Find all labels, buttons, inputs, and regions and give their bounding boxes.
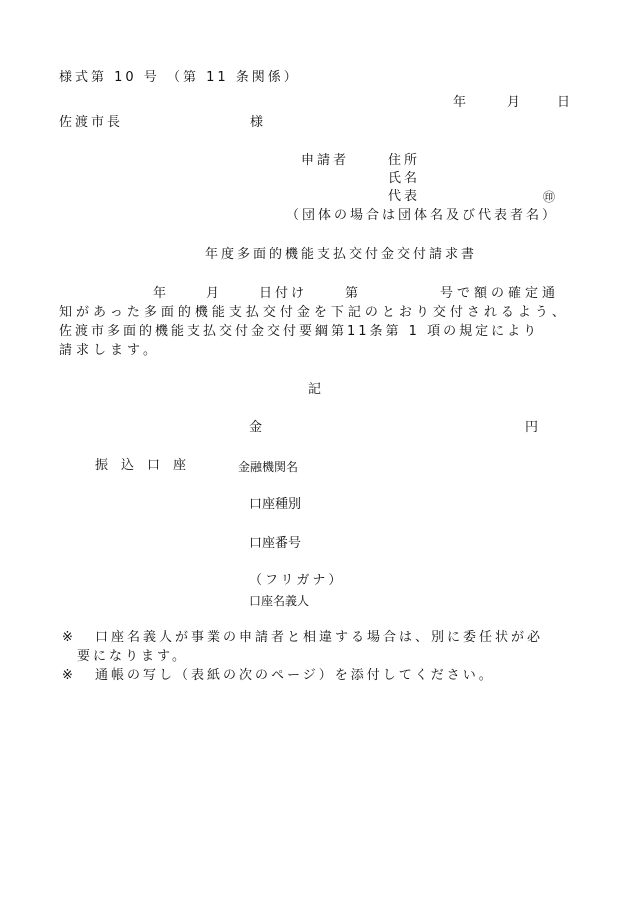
date-day-label: 日 — [557, 95, 571, 110]
document-title: 年度多面的機能支払交付金交付請求書 — [205, 247, 478, 262]
record-heading: 記 — [308, 382, 322, 397]
name-label: 氏名 — [388, 171, 421, 186]
addressee-name: 佐渡市長 — [59, 115, 124, 130]
representative-label: 代表 — [388, 189, 421, 204]
date-month-label: 月 — [507, 95, 521, 110]
account-type-label: 口座種別 — [249, 497, 302, 512]
amount-unit: 円 — [525, 420, 539, 435]
body-year-label: 年 — [153, 286, 167, 301]
date-year-label: 年 — [453, 95, 467, 110]
body-line2: 知があった多面的機能支払交付金を下記のとおり交付されるよう、 — [59, 305, 569, 320]
group-note: （団体の場合は団体名及び代表者名） — [286, 208, 559, 223]
body-number-prefix: 第 — [345, 286, 359, 301]
note2-text: 通帳の写し（表紙の次のページ）を添付してください。 — [95, 668, 495, 683]
seal-mark: ㊞ — [543, 190, 556, 204]
amount-label: 金 — [249, 420, 263, 435]
note1-line2: 要になります。 — [77, 649, 188, 664]
institution-label: 金融機関名 — [238, 460, 299, 474]
account-holder-label: 口座名義人 — [249, 594, 310, 608]
form-number: 様式第 10 号 （第 11 条関係） — [59, 70, 300, 85]
furigana-label: （フリガナ） — [249, 573, 345, 588]
body-line4: 請求します。 — [59, 343, 160, 358]
body-month-label: 月 — [206, 286, 220, 301]
body-line1-suffix: 号で額の確定通 — [440, 286, 560, 301]
account-number-label: 口座番号 — [249, 536, 302, 551]
note2-mark: ※ — [62, 668, 73, 683]
address-label: 住所 — [388, 153, 421, 168]
body-date-label: 日付け — [259, 286, 308, 301]
note1-line1: 口座名義人が事業の申請者と相違する場合は、別に委任状が必 — [95, 630, 544, 645]
bank-heading: 振 込 口 座 — [95, 458, 187, 473]
note1-mark: ※ — [62, 630, 73, 645]
addressee-honorific: 様 — [250, 115, 264, 130]
body-line3: 佐渡市多面的機能支払交付金交付要綱第11条第 1 項の規定により — [59, 324, 540, 339]
applicant-label: 申請者 — [301, 153, 350, 168]
